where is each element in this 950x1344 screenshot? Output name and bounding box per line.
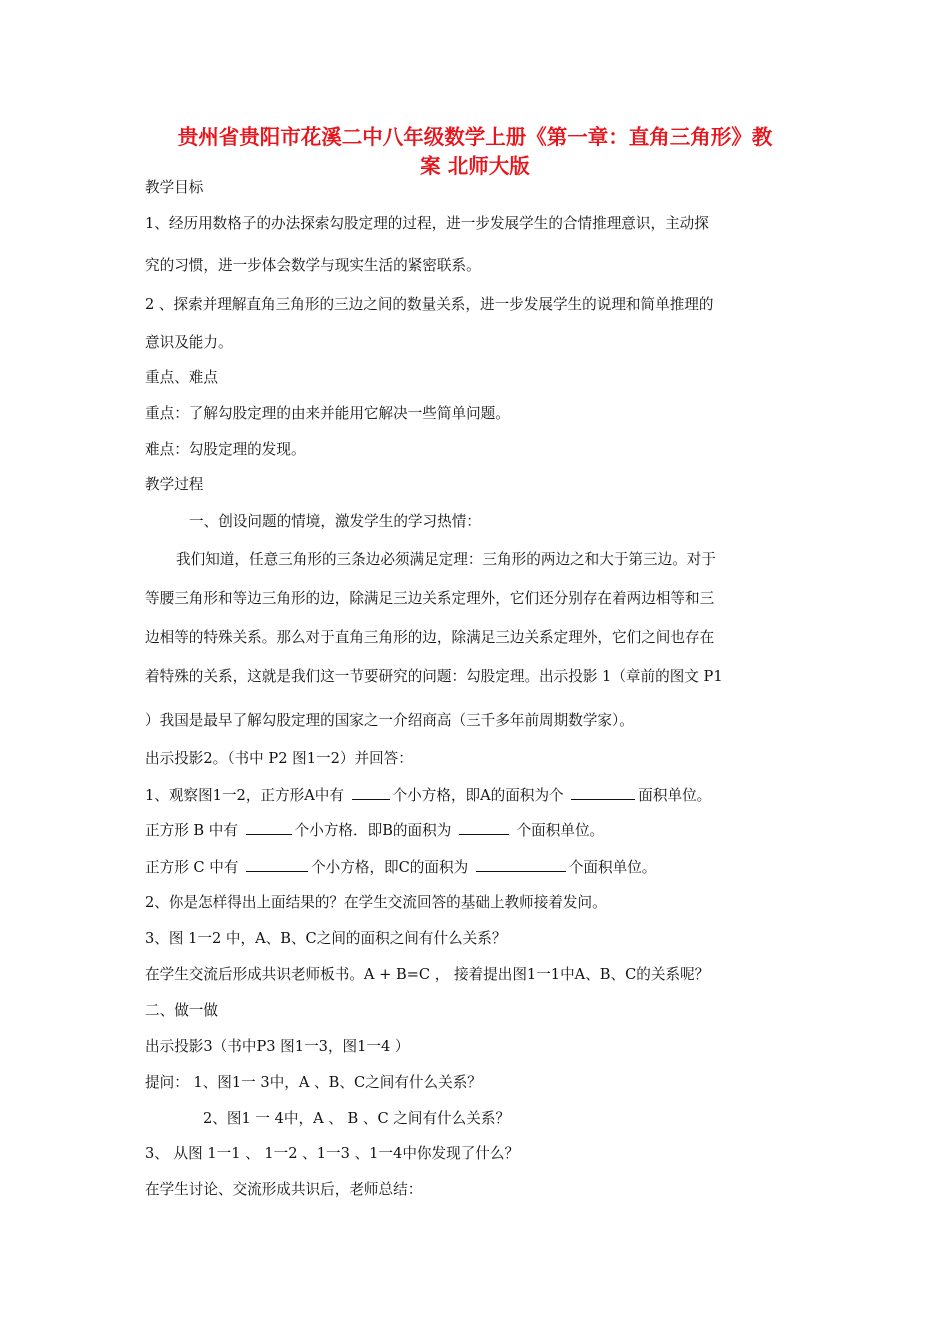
question-2: 2、你是怎样得出上面结果的？在学生交流回答的基础上教师接着发问。 bbox=[145, 894, 607, 911]
objective-1-line-2: 究的习惯，进一步体会数学与现实生活的紧密联系。 bbox=[145, 257, 481, 274]
projection-3-line: 出示投影3（书中P3 图1一3，图1一4 ） bbox=[145, 1038, 410, 1055]
paragraph-line-1: 我们知道，任意三角形的三条边必须满足定理：三角形的两边之和大于第三边。对于 bbox=[176, 551, 716, 568]
objective-1-line-1: 1、经历用数格子的办法探索勾股定理的过程，进一步发展学生的合情推理意识，主动探 bbox=[145, 215, 709, 232]
paragraph-line-3: 边相等的特殊关系。那么对于直角三角形的边，除满足三边关系定理外，它们之间也存在 bbox=[145, 629, 715, 646]
objective-2-line-1: 2 、探索并理解直角三角形的三边之间的数量关系，进一步发展学生的说理和简单推理的 bbox=[145, 296, 714, 313]
heading-objectives: 教学目标 bbox=[145, 179, 204, 196]
ask-question-1: 提问： 1、图1一 3中，A 、B、C之间有什么关系？ bbox=[145, 1074, 482, 1091]
answer-blank[interactable] bbox=[246, 857, 308, 872]
section-2-heading: 二、做一做 bbox=[145, 1002, 218, 1019]
question-a-part-1: 1、观察图1一2，正方形A中有 bbox=[145, 787, 349, 804]
objective-2-line-2: 意识及能力。 bbox=[145, 334, 233, 351]
question-square-b bbox=[145, 820, 604, 841]
paragraph-line-5: ）我国是最早了解勾股定理的国家之一介绍商高（三千多年前周期数学家）。 bbox=[145, 712, 634, 729]
question-b-part-1: 正方形 B 中有 bbox=[145, 822, 243, 839]
answer-blank[interactable] bbox=[352, 785, 390, 800]
question-b-part-3: 个面积单位。 bbox=[511, 822, 605, 839]
heading-key-points: 重点、难点 bbox=[145, 369, 218, 386]
question-square-a bbox=[145, 785, 711, 806]
question-c-part-2: 个小方格，即C的面积为 bbox=[311, 859, 473, 876]
question-c-part-1: 正方形 C 中有 bbox=[145, 859, 244, 876]
question-a-part-2: 个小方格，即A的面积为个 bbox=[392, 787, 569, 804]
question-b-part-2: 个小方格．即B的面积为 bbox=[294, 822, 456, 839]
paragraph-line-2: 等腰三角形和等边三角形的边，除满足三边关系定理外，它们还分别存在着两边相等和三 bbox=[145, 590, 715, 607]
question-3: 3、图 1一2 中，A、B、C之间的面积之间有什么关系？ bbox=[145, 930, 507, 947]
paragraph-line-4: 着特殊的关系，这就是我们这一节要研究的问题：勾股定理。出示投影 1（章前的图文 P1 bbox=[145, 668, 723, 685]
key-point: 重点：了解勾股定理的由来并能用它解决一些简单问题。 bbox=[145, 405, 510, 422]
document-title-line-2: 案 北师大版 bbox=[420, 154, 530, 178]
answer-blank[interactable] bbox=[459, 820, 509, 835]
projection-2-line: 出示投影2。（书中 P2 图1一2）并回答： bbox=[145, 750, 413, 767]
teacher-summary-line: 在学生讨论、交流形成共识后，老师总结： bbox=[145, 1181, 423, 1198]
document-title-line-1: 贵州省贵阳市花溪二中八年级数学上册《第一章：直角三角形》教 bbox=[177, 125, 773, 149]
ask-question-3: 3、 从图 1一1 、 1一2 、1一3 、1一4中你发现了什么？ bbox=[145, 1145, 520, 1162]
answer-blank[interactable] bbox=[571, 785, 635, 800]
question-a-part-3: 面积单位。 bbox=[638, 787, 712, 804]
heading-process: 教学过程 bbox=[145, 476, 204, 493]
question-c-part-3: 个面积单位。 bbox=[568, 859, 657, 876]
consensus-line: 在学生交流后形成共识老师板书。A + B=C ， 接着提出图1一1中A、B、C的关系呢？ bbox=[145, 966, 710, 983]
difficult-point: 难点：勾股定理的发现。 bbox=[145, 441, 306, 458]
answer-blank[interactable] bbox=[246, 820, 292, 835]
section-1-heading: 一、创设问题的情境，激发学生的学习热情： bbox=[189, 513, 481, 530]
answer-blank[interactable] bbox=[476, 857, 566, 872]
ask-question-2: 2、图1 一 4中，A 、 B 、C 之间有什么关系？ bbox=[203, 1110, 511, 1127]
question-square-c bbox=[145, 857, 656, 878]
